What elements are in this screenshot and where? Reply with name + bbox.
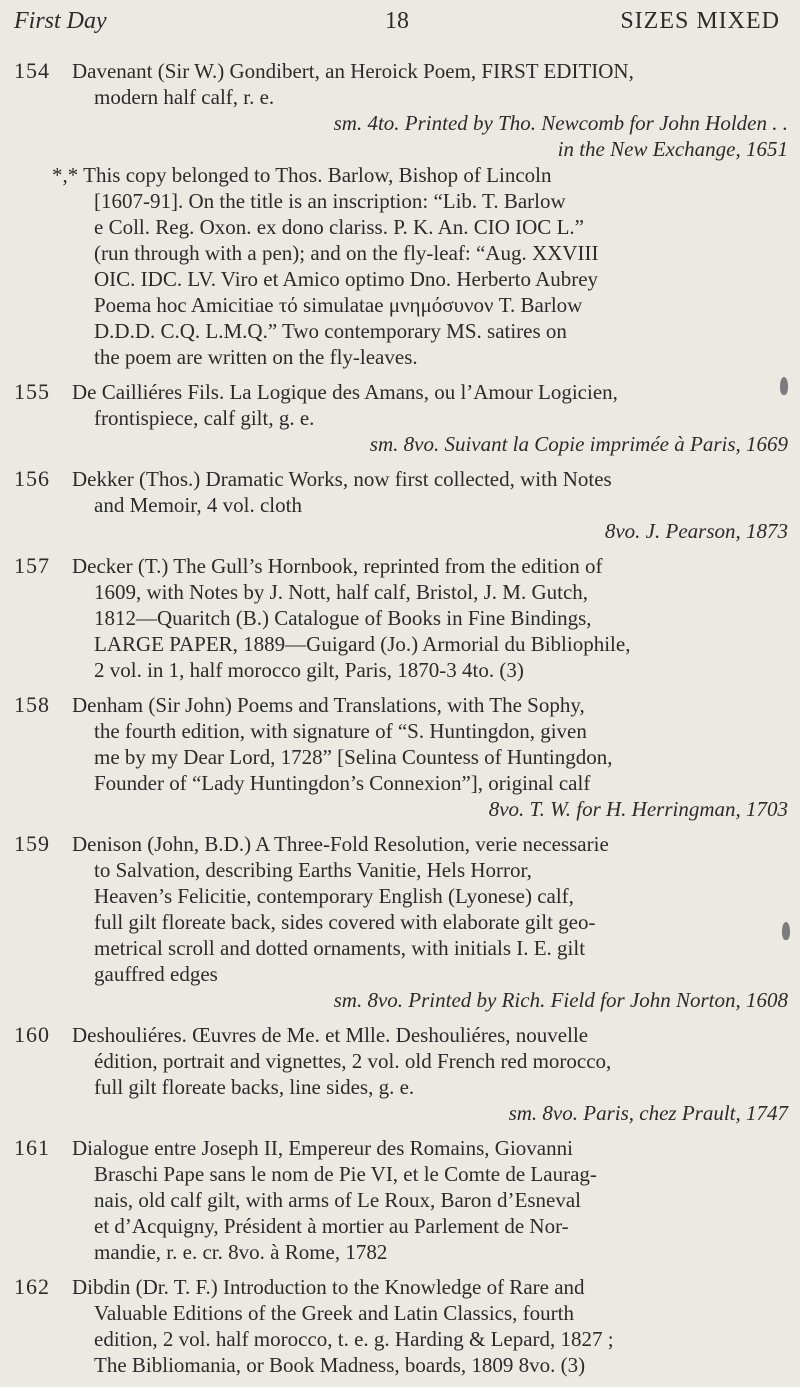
imprint-line: sm. 8vo. Paris, chez Prault, 1747 xyxy=(508,1101,788,1125)
description-line: Heaven’s Felicitie, contemporary English (Lyonese) calf, xyxy=(94,884,574,908)
lot-description xyxy=(52,58,788,370)
lot-number: 157 xyxy=(14,553,50,578)
lot-entry xyxy=(14,379,788,457)
imprint-line: 8vo. T. W. for H. Herringman, 1703 xyxy=(488,797,788,821)
description-line: mandie, r. e. cr. 8vo. à Rome, 1782 xyxy=(94,1240,388,1264)
sale-day: First Day xyxy=(14,8,107,34)
lot-entry xyxy=(14,692,788,822)
lot-entry xyxy=(14,1022,788,1126)
lot-entry xyxy=(14,58,788,370)
description-line: the fourth edition, with signature of “S. Huntingdon, given xyxy=(94,719,587,743)
description-line: édition, portrait and vignettes, 2 vol. old French red morocco, xyxy=(94,1049,612,1073)
description-line: De Cailliéres Fils. La Logique des Amans, ou l’Amour Logicien, xyxy=(72,380,618,404)
lot-number: 159 xyxy=(14,831,50,856)
description-line: Denham (Sir John) Poems and Translations, with The Sophy, xyxy=(72,693,585,717)
description-line: 1609, with Notes by J. Nott, half calf, Bristol, J. M. Gutch, xyxy=(94,580,589,604)
page-number: 18 xyxy=(385,8,409,34)
note-line: e Coll. Reg. Oxon. ex dono clariss. P. K. An. CIO IOC L.” xyxy=(94,215,584,239)
note-line: *,* This copy belonged to Thos. Barlow, Bishop of Lincoln xyxy=(52,163,552,187)
note-line: the poem are written on the fly-leaves. xyxy=(94,345,418,369)
margin-pencil-mark xyxy=(782,922,790,940)
note-line: (run through with a pen); and on the fly-leaf: “Aug. XXVIII xyxy=(94,241,599,265)
lot-entry xyxy=(14,1274,788,1378)
description-line: and Memoir, 4 vol. cloth xyxy=(94,493,302,517)
imprint-line: sm. 8vo. Suivant la Copie imprimée à Paris, 1669 xyxy=(369,432,788,456)
description-line: frontispiece, calf gilt, g. e. xyxy=(94,406,315,430)
lot-entry xyxy=(14,466,788,544)
lot-description xyxy=(72,1135,788,1265)
note-line: [1607-91]. On the title is an inscription: “Lib. T. Barlow xyxy=(94,189,566,213)
description-line: Dekker (Thos.) Dramatic Works, now first collected, with Notes xyxy=(72,467,612,491)
imprint-line: 8vo. J. Pearson, 1873 xyxy=(604,519,788,543)
lot-description xyxy=(72,466,788,544)
description-line: The Bibliomania, or Book Madness, boards, 1809 8vo. (3) xyxy=(94,1353,586,1377)
description-line: gauffred edges xyxy=(94,962,218,986)
lot-entry xyxy=(14,831,788,1013)
description-line: full gilt floreate back, sides covered with elaborate gilt geo- xyxy=(94,910,596,934)
description-line: full gilt floreate backs, line sides, g. e. xyxy=(94,1075,415,1099)
lot-description xyxy=(72,831,788,1013)
description-line: 2 vol. in 1, half morocco gilt, Paris, 1870-3 4to. (3) xyxy=(94,658,524,682)
description-line: Braschi Pape sans le nom de Pie VI, et le Comte de Laurag- xyxy=(94,1162,597,1186)
lot-description xyxy=(72,1274,788,1378)
lot-entry xyxy=(14,553,788,683)
lot-number: 156 xyxy=(14,466,50,491)
imprint-line: sm. 4to. Printed by Tho. Newcomb for John Holden . . xyxy=(333,111,788,135)
description-line: Davenant (Sir W.) Gondibert, an Heroick Poem, FIRST EDITION, xyxy=(72,59,634,83)
description-line: 1812—Quaritch (B.) Catalogue of Books in Fine Bindings, xyxy=(94,606,592,630)
lot-number: 162 xyxy=(14,1274,50,1299)
description-line: et d’Acquigny, Président à mortier au Parlement de Nor- xyxy=(94,1214,569,1238)
lot-number: 154 xyxy=(14,58,50,83)
lot-number: 161 xyxy=(14,1135,50,1160)
description-line: Dibdin (Dr. T. F.) Introduction to the Knowledge of Rare and xyxy=(72,1275,585,1299)
lot-number: 155 xyxy=(14,379,50,404)
lot-list xyxy=(14,58,788,1387)
description-line: Dialogue entre Joseph II, Empereur des Romains, Giovanni xyxy=(72,1136,573,1160)
description-line: nais, old calf gilt, with arms of Le Roux, Baron d’Esneval xyxy=(94,1188,581,1212)
description-line: modern half calf, r. e. xyxy=(94,85,275,109)
description-line: edition, 2 vol. half morocco, t. e. g. Harding & Lepard, 1827 ; xyxy=(94,1327,614,1351)
note-line: Poema hoc Amicitiae τό simulatae μνημόσυνον T. Barlow xyxy=(94,293,583,317)
description-line: Valuable Editions of the Greek and Latin Classics, fourth xyxy=(94,1301,574,1325)
lot-number: 158 xyxy=(14,692,50,717)
description-line: LARGE PAPER, 1889—Guigard (Jo.) Armorial du Bibliophile, xyxy=(94,632,631,656)
description-line: Deshouliéres. Œuvres de Me. et Mlle. Deshouliéres, nouvelle xyxy=(72,1023,589,1047)
margin-pencil-mark xyxy=(780,377,788,395)
imprint-line: sm. 8vo. Printed by Rich. Field for John Norton, 1608 xyxy=(333,988,788,1012)
description-line: Decker (T.) The Gull’s Hornbook, reprinted from the edition of xyxy=(72,554,603,578)
lot-entry xyxy=(14,1135,788,1265)
provenance-note xyxy=(52,162,788,370)
imprint-line: in the New Exchange, 1651 xyxy=(557,137,788,161)
description-line: me by my Dear Lord, 1728” [Selina Countess of Huntingdon, xyxy=(94,745,613,769)
lot-description xyxy=(72,692,788,822)
lot-number: 160 xyxy=(14,1022,50,1047)
note-line: D.D.D. C.Q. L.M.Q.” Two contemporary MS. satires on xyxy=(94,319,567,343)
description-line: Founder of “Lady Huntingdon’s Connexion”], original calf xyxy=(94,771,591,795)
section-title: SIZES MIXED xyxy=(620,8,780,34)
description-line: to Salvation, describing Earths Vanitie, Hels Horror, xyxy=(94,858,532,882)
description-line: Denison (John, B.D.) A Three-Fold Resolution, verie necessarie xyxy=(72,832,609,856)
lot-description xyxy=(72,553,788,683)
note-line: OIC. IDC. LV. Viro et Amico optimo Dno. Herberto Aubrey xyxy=(94,267,599,291)
page-header xyxy=(14,8,780,35)
lot-description xyxy=(72,379,788,457)
description-line: metrical scroll and dotted ornaments, with initials I. E. gilt xyxy=(94,936,586,960)
lot-description xyxy=(72,1022,788,1126)
